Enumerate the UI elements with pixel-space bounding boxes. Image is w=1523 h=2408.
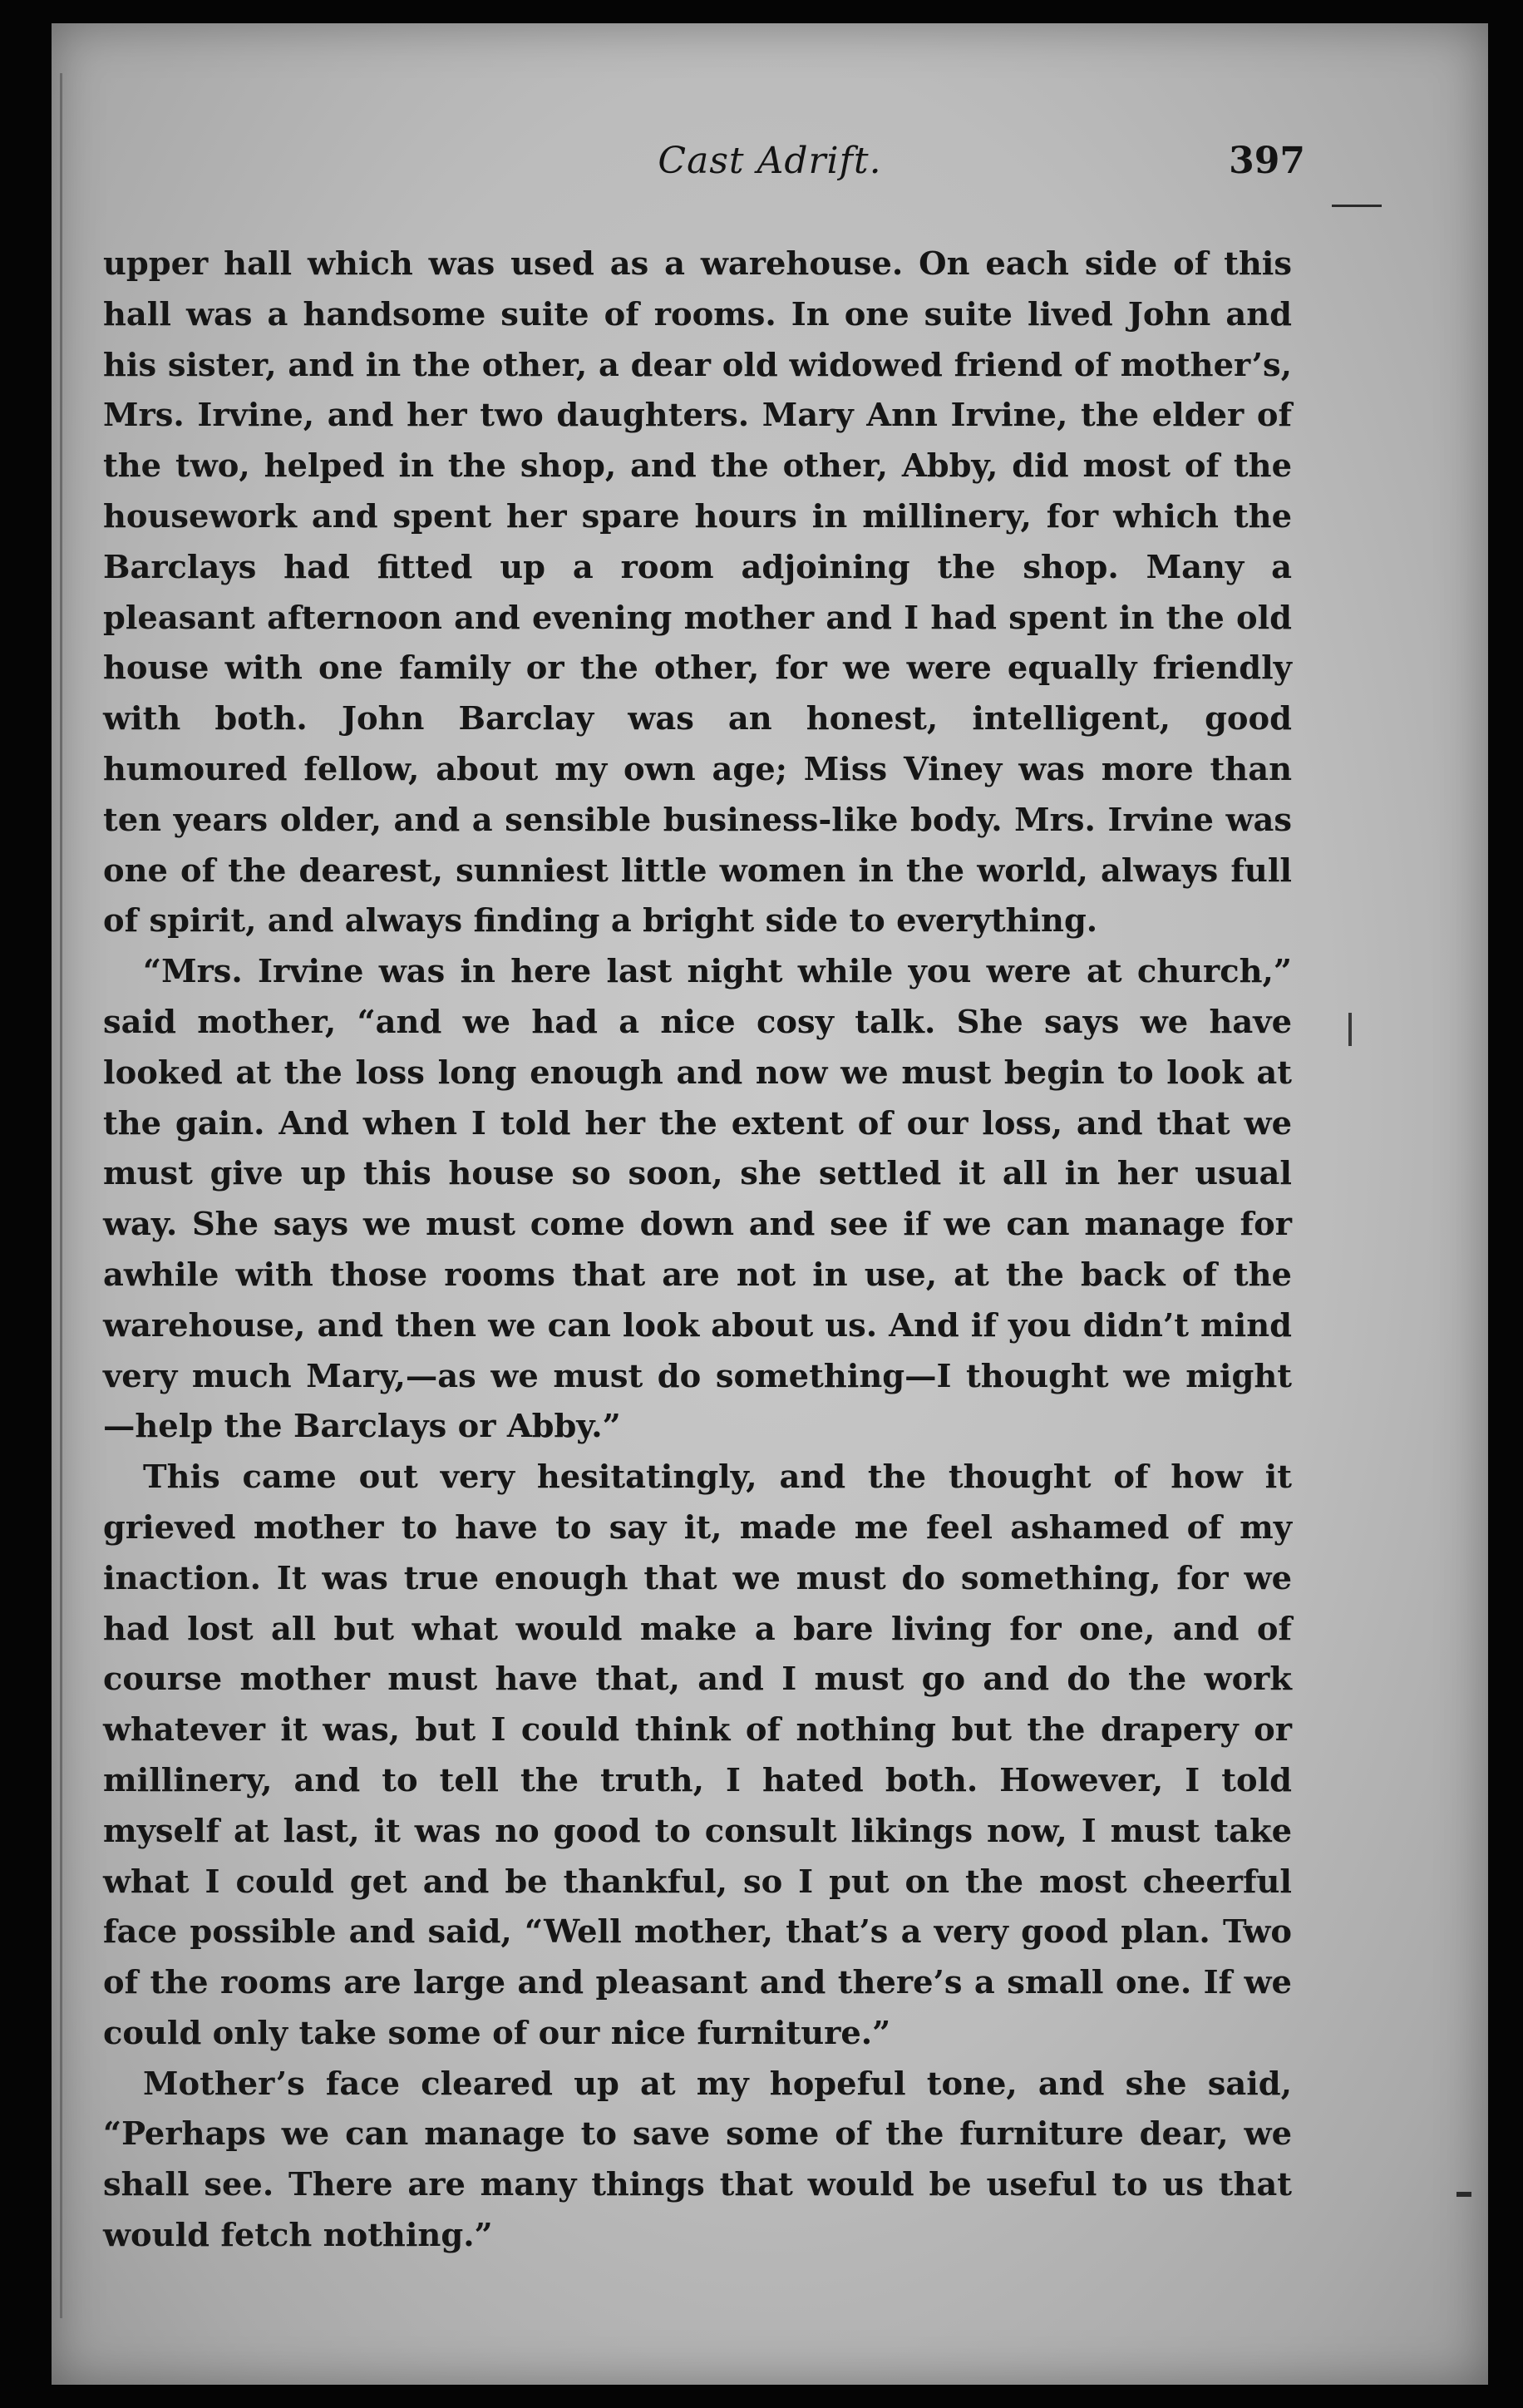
paragraph: upper hall which was used as a warehouse. On each side of this hall was a handsome suite of rooms. In one suite lived John and his sister, and in the other, a dear old widowed friend of mother’s, Mrs. Irvine, and her two daughters. Mary Ann Irvine, the elder of the two, helped in the shop, and the other, Abby, did most of the housework and spent her spare hours in millinery, for which the Barclays had fitted up a room adjoining the shop. Many a pleasant afternoon and evening mother and I had spent in the old house with one family or the other, for we were equally friendly with both. John Barclay was an honest, intelligent, good humoured fellow, about my own age; Miss Viney was more than ten years older, and a sensible business-like body. Mrs. Irvine was one of the dearest, sunniest little women in the world, always full of spirit, and always finding a bright side to everything.: [103, 245, 1292, 940]
body-text: [103, 239, 1292, 2262]
paragraph: “Mrs. Irvine was in here last night while you were at church,” said mother, “and we had a nice cosy talk. She says we have looked at the loss long enough and now we must begin to look at the gain. And when I told her the extent of our loss, and that we must give up this house so soon, she settled it all in her usual way. She says we must come down and see if we can manage for awhile with those rooms that are not in use, at the back of the warehouse, and then we can look about us. And if you didn’t mind very much Mary,—as we must do something—I thought we might—help the Barclays or Abby.”: [103, 953, 1292, 1446]
book-page: [52, 23, 1488, 2385]
margin-mark: [1348, 1013, 1352, 1046]
gutter-shadow: [60, 73, 62, 2318]
paragraph: This came out very hesitatingly, and the thought of how it grieved mother to have to say it, made me feel ashamed of my inaction. It was true enough that we must do something, for we had lost all but what would make a bare living for one, and of course mother must have that, and I must go and do the work whatever it was, but I could think of nothing but the drapery or millinery, and to tell the truth, I hated both. However, I told myself at last, it was no good to consult likings now, I must take what I could get and be thankful, so I put on the most cheerful face possible and said, “Well mother, that’s a very good plan. Two of the rooms are large and pleasant and there’s a small one. If we could only take some of our nice furniture.”: [103, 1458, 1292, 2052]
margin-mark: [1456, 2192, 1471, 2197]
margin-mark: [1332, 205, 1382, 207]
page-number: 397: [1229, 140, 1305, 182]
running-title: Cast Adrift.: [658, 140, 882, 182]
paragraph: Mother’s face cleared up at my hopeful tone, and she said, “Perhaps we can manage to save some of the furniture dear, we shall see. There are many things that would be useful to us that would fetch nothing.”: [103, 2065, 1292, 2255]
page-header: [52, 131, 1488, 198]
